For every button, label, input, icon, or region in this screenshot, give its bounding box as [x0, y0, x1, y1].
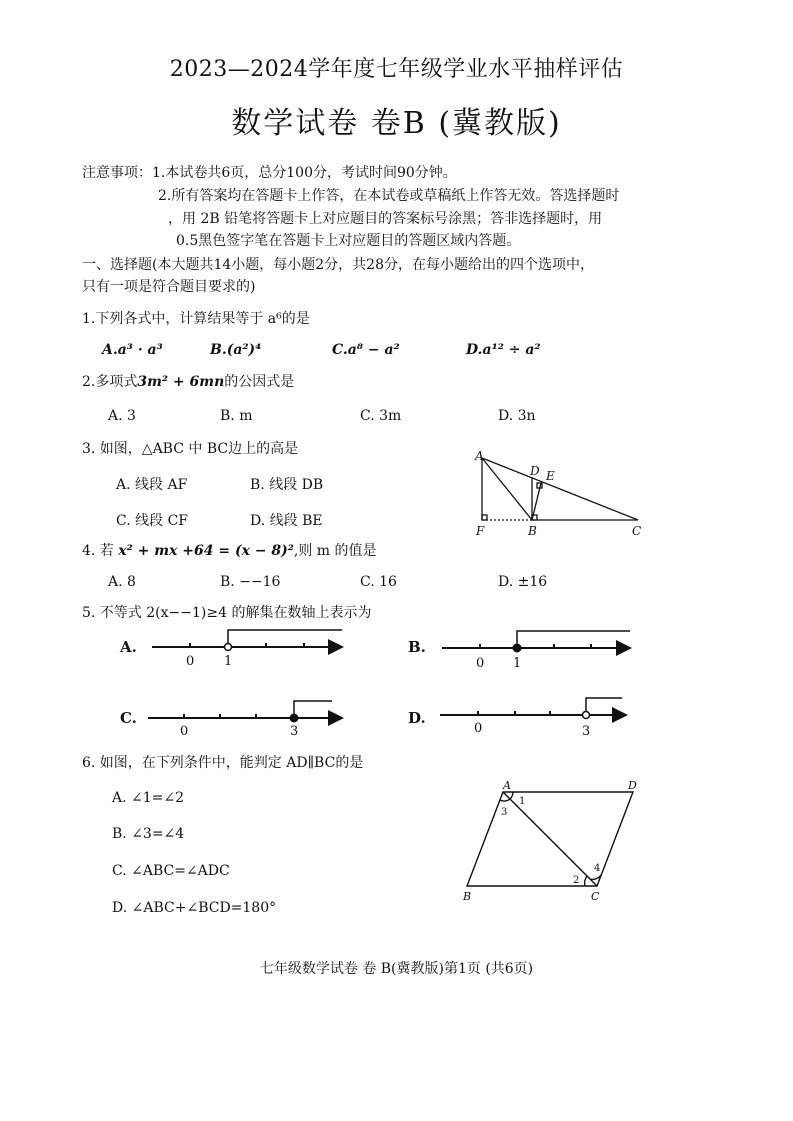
q5-a-tick-1: 1 [224, 654, 233, 669]
q5-d-tick-1: 3 [582, 724, 591, 739]
q6-angle-label-4: 4 [594, 863, 601, 874]
q5-label-a: A. [120, 638, 137, 656]
q3-label-b: B [528, 524, 537, 538]
q1-option-a: A.a³ · a³ [102, 342, 163, 358]
q3-option-b: B. 线段 DB [250, 477, 324, 493]
q5-numberline-b [442, 631, 630, 652]
q5-numberline-c [148, 701, 342, 722]
q6-label-c: C [591, 890, 600, 903]
q3-option-a: A. 线段 AF [116, 477, 188, 493]
exam-subtitle: 数学试卷 卷B (冀教版) [231, 106, 562, 141]
q4-option-c: C. 16 [360, 574, 397, 590]
section-header-line-1: 一、选择题(本大题共14小题，每小题2分，共28分，在每小题给出的四个选项中， [82, 257, 594, 273]
q5-numberline-a [152, 630, 342, 651]
q5-number-lines [110, 622, 650, 742]
q2-stem [82, 371, 294, 391]
q6-angle-label-3: 3 [501, 807, 508, 818]
q5-d-open-point [583, 712, 590, 719]
q1-option-b: B.(a²)⁴ [210, 342, 262, 358]
q3-right-angle-f [482, 515, 487, 520]
q3-option-c: C. 线段 CF [116, 513, 188, 529]
q1-option-c: C.a⁸ − a² [332, 342, 400, 358]
notes-line-2: 2.所有答案均在答题卡上作答，在本试卷或草稿纸上作答无效。答选择题时 [158, 188, 620, 204]
q3-label-f: F [476, 524, 485, 538]
q5-b-closed-point [514, 645, 521, 652]
q4-stem-post: ,则 m 的值是 [293, 543, 377, 559]
q3-triangle-figure [470, 446, 650, 542]
q3-label-c: C [632, 524, 642, 538]
section-header-line-2: 只有一项是符合题目要求的) [82, 279, 256, 295]
q5-label-d: D. [408, 709, 426, 727]
q6-angle-arc-3 [500, 799, 510, 801]
q5-b-tick-0: 0 [476, 656, 485, 671]
q6-angle-arc-1 [510, 792, 513, 799]
q4-stem-expr: x² + mx +64 = (x − 8)² [118, 543, 294, 559]
q4-option-a: A. 8 [108, 574, 136, 590]
q6-option-d: D. ∠ABC+∠BCD=180° [112, 900, 277, 916]
q6-label-a: A [503, 779, 511, 792]
page-footer: 七年级数学试卷 卷 B(冀教版)第1页 (共6页) [259, 961, 534, 977]
notes-line-1: 注意事项：1.本试卷共6页，总分100分，考试时间90分钟。 [82, 165, 457, 181]
q5-c-closed-point [291, 715, 298, 722]
q3-label-d: D [530, 464, 540, 478]
q3-stem: 3. 如图，△ABC 中 BC边上的高是 [82, 441, 299, 457]
q2-option-d: D. 3n [498, 408, 536, 424]
q5-stem: 5. 不等式 2(x−−1)≥4 的解集在数轴上表示为 [82, 605, 372, 621]
q5-b-tick-1: 1 [513, 656, 522, 671]
q5-c-tick-0: 0 [180, 724, 189, 739]
q6-stem: 6. 如图，在下列条件中，能判定 AD∥BC的是 [82, 755, 364, 771]
q3-line-ac [482, 458, 638, 520]
q6-parallelogram-figure [455, 774, 645, 904]
q1-stem: 1.下列各式中，计算结果等于 a⁶的是 [82, 311, 310, 327]
q5-label-c: C. [120, 709, 137, 727]
notes-line-4: 0.5黑色签字笔在答题卡上对应题目的答题区域内答题。 [176, 233, 521, 249]
q4-stem [82, 540, 377, 560]
q5-a-open-point [225, 644, 232, 651]
notes-line-3: ，用 2B 铅笔将答题卡上对应题目的答案标号涂黑；答非选择题时，用 [168, 211, 603, 227]
q6-diagonal-ac [503, 792, 597, 886]
q6-option-b: B. ∠3=∠4 [112, 826, 185, 842]
q4-option-d: D. ±16 [498, 574, 548, 590]
q6-angle-label-2: 2 [573, 875, 580, 886]
q2-stem-pre: 2.多项式 [82, 374, 138, 390]
q3-label-a: A [475, 449, 484, 463]
q6-label-b: B [463, 890, 472, 903]
q1-option-d: D.a¹² ÷ a² [466, 342, 541, 358]
q3-label-e: E [546, 469, 555, 483]
exam-title: 2023—2024学年度七年级学业水平抽样评估 [169, 57, 624, 82]
q5-d-tick-0: 0 [474, 721, 483, 736]
q6-option-c: C. ∠ABC=∠ADC [112, 863, 230, 879]
q5-a-tick-0: 0 [186, 654, 195, 669]
q5-c-tick-1: 3 [290, 724, 299, 739]
q4-option-b: B. −−16 [220, 574, 281, 590]
q5-numberline-d [440, 698, 626, 719]
q6-angle-arc-2 [585, 876, 587, 886]
q2-option-b: B. m [220, 408, 253, 424]
q2-option-a: A. 3 [108, 408, 136, 424]
q3-option-d: D. 线段 BE [250, 513, 323, 529]
q4-stem-pre: 4. 若 [82, 543, 114, 559]
q6-label-d: D [628, 779, 637, 792]
q2-stem-post: 的公因式是 [224, 374, 295, 390]
q5-label-b: B. [408, 638, 426, 656]
q6-angle-label-1: 1 [519, 796, 526, 807]
q6-option-a: A. ∠1=∠2 [112, 790, 185, 806]
q2-stem-expr: 3m² + 6mn [137, 374, 225, 390]
q2-option-c: C. 3m [360, 408, 402, 424]
